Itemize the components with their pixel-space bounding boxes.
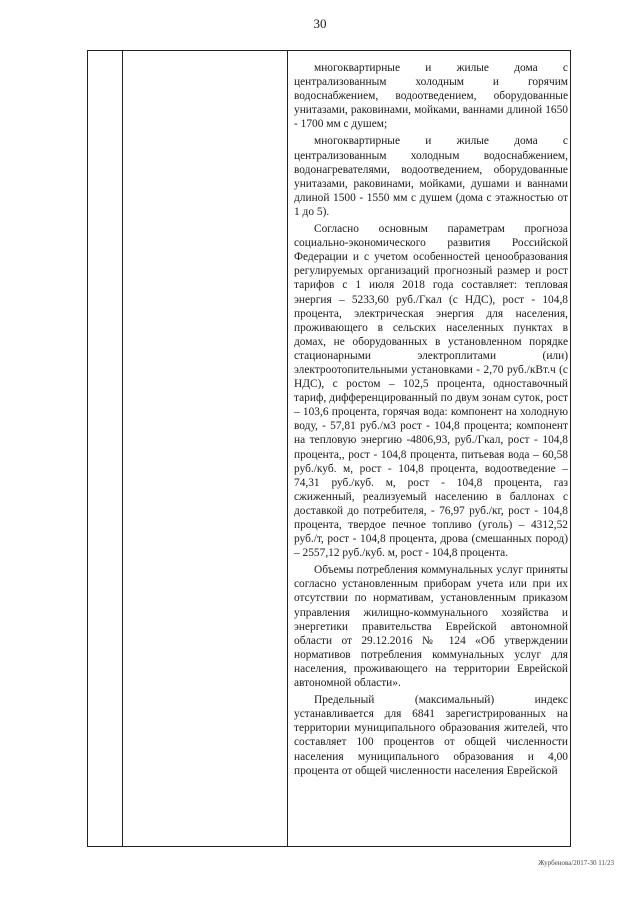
document-table bbox=[87, 50, 571, 847]
table-cell-column-3 bbox=[288, 51, 571, 847]
table-row bbox=[88, 51, 571, 847]
footer-mark: Журбенова/2017-30 11/23 bbox=[538, 859, 614, 867]
paragraph-1: многоквартирные и жилые дома с централизованным холодным и горячим водоснабжением, водоотведением, оборудованные унитазами, раковинами, мойками, ваннами длиной 1650 - 1700 мм с душем; bbox=[294, 62, 568, 131]
paragraph-4: Объемы потребления коммунальных услуг приняты согласно установленным приборам учета или при их отсутствии по нормативам, установленным приказом управления жилищно-коммунального хозяйства и энергетики правительства Еврейской автономной области от 29.12.2016 № 124 «Об утверждении нормативов потребления коммунальных услуг для населения, проживающего на территории Еврейской автономной области». bbox=[294, 564, 568, 690]
table-cell-column-1 bbox=[88, 51, 123, 847]
paragraph-5: Предельный (максимальный) индекс устанавливается для 6841 зарегистрированных на территории муниципального образования жителей, что составляет 100 процентов от общей численности населения муниципального образования и 4,00 процента от общей численности населения Еврейской bbox=[294, 694, 568, 777]
paragraph-2: многоквартирные и жилые дома с централизованным холодным водоснабжением, водонагревателями, водоотведением, оборудованные унитазами, раковинами, мойками, душами и ваннами длиной 1500 - 1550 мм с душем (дома с этажностью от 1 до 5). bbox=[294, 135, 568, 218]
page-number: 30 bbox=[313, 16, 327, 31]
cell-text bbox=[288, 51, 570, 778]
paragraph-3: Согласно основным параметрам прогноза социально-экономического развития Российской Федерации и с учетом особенностей ценообразования регулируемых организаций прогнозный размер и рост тарифов с 1 июля 2018 года составляет: тепловая энергия – 5233,60 руб./Гкал (с НДС), рост - 104,8 процента, электрическая энергия для населения, проживающего в сельских населенных пунктах в домах, не оборудованных в установленном порядке стационарными электроплитами (или) электроотопительными установками - 2,70 руб./кВт.ч (с НДС), с ростом – 102,5 процента, одноставочный тариф, дифференцированный по двум зонам суток, рост – 103,6 процента, горячая вода: компонент на холодную воду, - 57,81 руб./м3 рост - 104,8 процента; компонент на тепловую энергию -4806,93, руб./Гкал, рост - 104,8 процента,, рост - 104,8 процента, питьевая вода – 60,58 руб./куб. м, рост - 104,8 процента, водоотведение – 74,31 руб./куб. м, рост - 104,8 процента, газ сжиженный, реализуемый населению в баллонах с доставкой до потребителя, - 76,97 руб./кг, рост - 104,8 процента, твердое печное топливо (уголь) – 4312,52 руб./т, рост - 104,8 процента, дрова (смешанных пород) – 2557,12 руб./куб. м, рост - 104,8 процента. bbox=[294, 223, 568, 560]
table-cell-column-2 bbox=[123, 51, 288, 847]
